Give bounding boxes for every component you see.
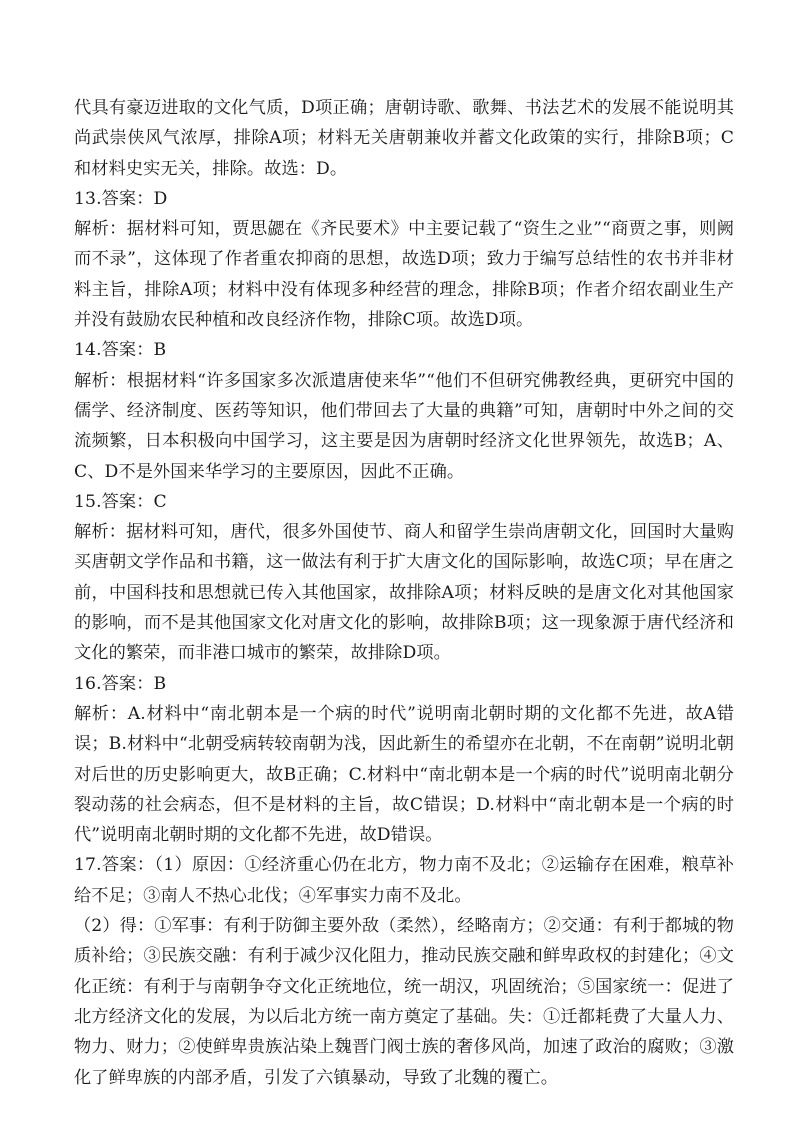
q17-answer-part1: 17.答案：（1）原因：①经济重心仍在北方，物力南不及北；②运输存在困难，粮草补给不足；③南人不热心北伐；④军事实力南不及北。: [74, 855, 734, 906]
q15-analysis: 解析：据材料可知，唐代，很多外国使节、商人和留学生崇尚唐朝文化，回国时大量购买唐朝文学作品和书籍，这一做法有利于扩大唐文化的国际影响，故选C项；早在唐之前，中国科技和思想就已传入其他国家，故排除A项；材料反映的是唐文化对其他国家的影响，而不是其他国家文化对唐文化的影响，故排除B项；这一现象源于唐代经济和文化的繁荣，而非港口城市的繁荣，故排除D项。: [74, 522, 734, 664]
q12-analysis-continuation: 代具有豪迈进取的文化气质，D项正确；唐朝诗歌、歌舞、书法艺术的发展不能说明其尚武崇侠风气浓厚，排除A项；材料无关唐朝兼收并蓄文化政策的实行，排除B项；C和材料史实无关，排除。故选：D。: [74, 98, 734, 179]
q17-answer-part2: （2）得：①军事：有利于防御主要外敌（柔然），经略南方；②交通：有利于都城的物质补给；③民族交融：有利于减少汉化阻力，推动民族交融和鲜卑政权的封建化；④文化正统：有利于与南朝争夺文化正统地位，统一胡汉，巩固统治；⑤国家统一：促进了北方经济文化的发展，为以后北方统一南方奠定了基础。失：①迁都耗费了大量人力、物力、财力；②使鲜卑贵族沾染上魏晋门阀士族的奢侈风尚，加速了政治的腐败；③激化了鲜卑族的内部矛盾，引发了六镇暴动，导致了北魏的覆亡。: [74, 916, 734, 1088]
q15-answer: 15.答案：C: [74, 491, 167, 512]
q16-answer: 16.答案：B: [74, 673, 167, 694]
q13-analysis: 解析：据材料可知，贾思勰在《齐民要术》中主要记载了“资生之业”“商贾之事，则阙而不录”，这体现了作者重农抑商的思想，故选D项；致力于编写总结性的农书并非材料主旨，排除A项；材料中没有体现多种经营的理念，排除B项；作者介绍农副业生产并没有鼓励农民种植和改良经济作物，排除C项。故选D项。: [74, 219, 734, 331]
q13-answer: 13.答案：D: [74, 188, 168, 209]
q16-analysis: 解析：A.材料中“南北朝本是一个病的时代”说明南北朝时期的文化都不先进，故A错误；B.材料中“北朝受病转较南朝为浅，因此新生的希望亦在北朝，不在南朝”说明北朝对后世的历史影响更大，故B正确；C.材料中“南北朝本是一个病的时代”说明南北朝分裂动荡的社会病态，但不是材料的主旨，故C错误；D.材料中“南北朝本是一个病的时代”说明南北朝时期的文化都不先进，故D错误。: [74, 703, 734, 846]
q14-analysis: 解析：根据材料“许多国家多次派遣唐使来华”“他们不但研究佛教经典，更研究中国的儒学、经济制度、医药等知识，他们带回去了大量的典籍”可知，唐朝时中外之间的交流频繁，日本积极向中国学习，这主要是因为唐朝时经济文化世界领先，故选B；A、C、D不是外国来华学习的主要原因，因此不正确。: [74, 370, 734, 482]
document-page: [74, 93, 734, 1093]
q14-answer: 14.答案：B: [74, 340, 167, 361]
